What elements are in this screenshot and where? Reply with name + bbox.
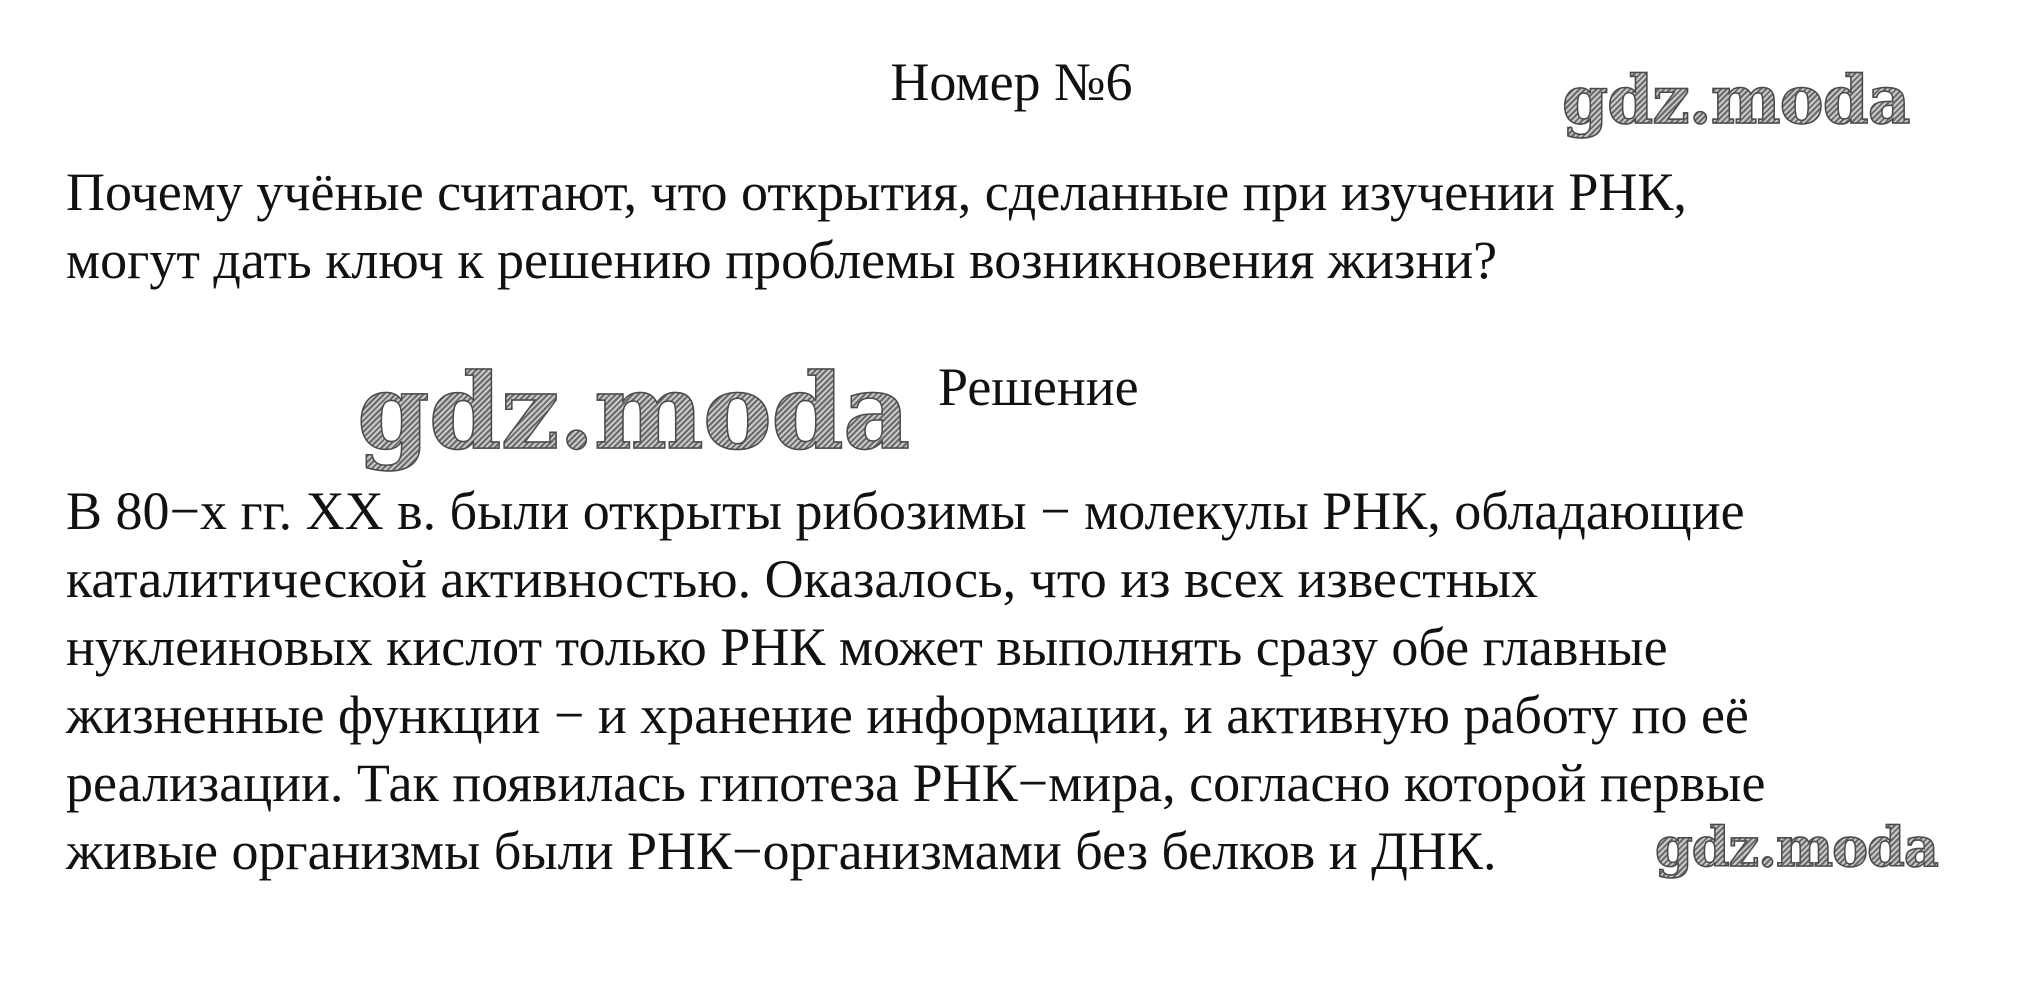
question-text (66, 158, 1986, 294)
solution-heading: Решение (938, 357, 1139, 417)
task-title: Номер №6 (890, 52, 1133, 112)
watermark-middle: gdz.moda (357, 350, 910, 473)
watermark-bottom: gdz.moda (1655, 815, 1938, 879)
answer-line: жизненные функции − и хранение информации, и активную работу по её (66, 685, 1749, 745)
answer-line: реализации. Так появилась гипотеза РНК−мира, согласно которой первые (66, 753, 1766, 813)
question-line: Почему учёные считают, что открытия, сделанные при изучении РНК, (66, 162, 1687, 222)
question-line: могут дать ключ к решению проблемы возникновения жизни? (66, 230, 1498, 290)
answer-line: живые организмы были РНК−организмами без белков и ДНК. (66, 821, 1497, 881)
answer-line: нуклеиновых кислот только РНК может выполнять сразу обе главные (66, 617, 1668, 677)
watermark-top: gdz.moda (1562, 61, 1910, 139)
answer-line: каталитической активностью. Оказалось, что из всех известных (66, 549, 1538, 609)
answer-line: В 80−х гг. XX в. были открыты рибозимы − молекулы РНК, обладающие (66, 481, 1745, 541)
